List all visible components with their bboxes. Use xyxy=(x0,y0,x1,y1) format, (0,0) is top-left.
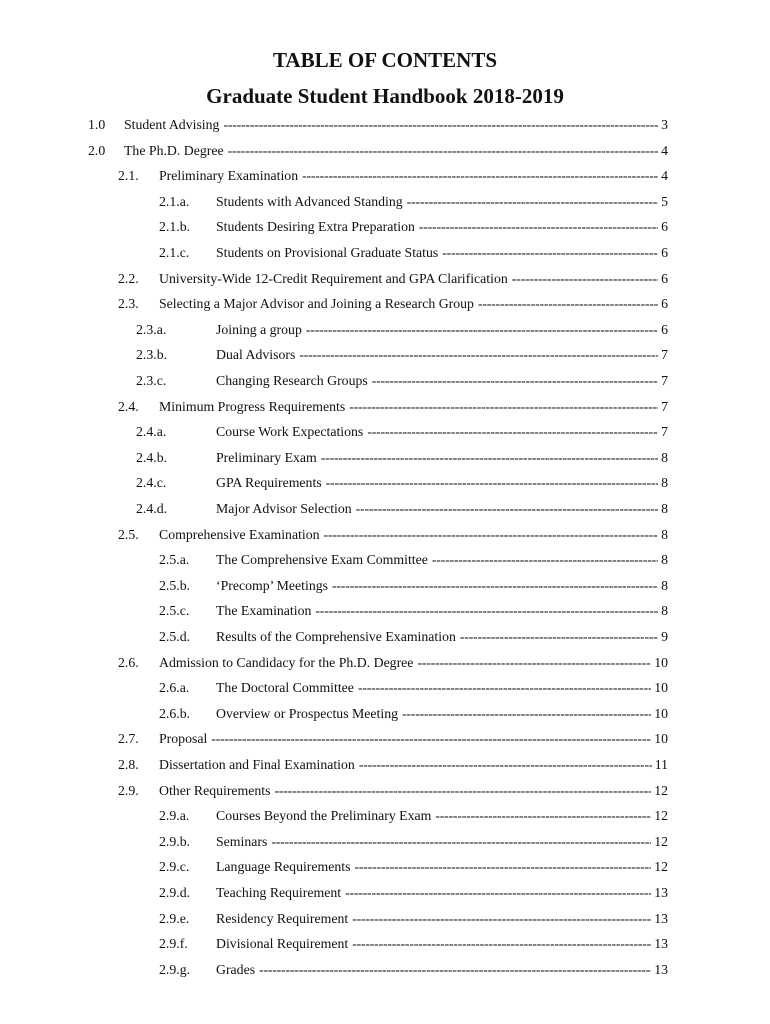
toc-entry-number: 2.2. xyxy=(118,270,139,286)
toc-entry[interactable] xyxy=(136,500,668,518)
toc-dot-leader xyxy=(228,142,658,160)
toc-entry-page: 10 xyxy=(654,731,668,747)
toc-entry[interactable] xyxy=(136,423,668,441)
toc-entry[interactable] xyxy=(118,782,668,800)
toc-dot-leader xyxy=(432,551,658,569)
toc-entry-page: 11 xyxy=(654,757,668,772)
toc-entry-page: 10 xyxy=(654,705,668,721)
toc-dot-leader xyxy=(271,833,651,851)
toc-entry-page: 8 xyxy=(661,552,668,568)
toc-entry-number: 2.9.c. xyxy=(159,859,190,875)
toc-entry-title: Course Work Expectations xyxy=(216,424,364,440)
toc-entry-number: 2.0 xyxy=(88,142,106,158)
toc-dot-leader xyxy=(352,910,651,928)
toc-entry[interactable] xyxy=(118,295,668,313)
toc-entry-title: Preliminary Exam xyxy=(216,449,317,465)
toc-entry-page: 8 xyxy=(661,501,668,516)
toc-entry-number: 2.9.d. xyxy=(159,885,191,900)
toc-entry-title: Joining a group xyxy=(216,321,302,337)
toc-entry[interactable] xyxy=(159,833,668,851)
toc-dot-leader xyxy=(259,961,651,979)
toc-entry-title: GPA Requirements xyxy=(216,475,322,491)
toc-entry[interactable] xyxy=(118,526,668,544)
toc-entry-title: Changing Research Groups xyxy=(216,373,368,388)
toc-entry-number: 2.4.a. xyxy=(136,424,167,440)
toc-entry[interactable] xyxy=(118,270,668,288)
toc-entry-page: 8 xyxy=(661,449,668,465)
toc-entry-number: 2.5.c. xyxy=(159,603,190,619)
toc-entry-page: 7 xyxy=(661,424,668,440)
toc-entry-number: 2.3. xyxy=(118,296,139,312)
page-title: TABLE OF CONTENTS xyxy=(272,48,498,72)
toc-entry-page: 6 xyxy=(661,219,668,235)
toc-entry-title: Selecting a Major Advisor and Joining a Research Group xyxy=(159,296,474,312)
toc-entry[interactable] xyxy=(159,218,668,236)
toc-entry-number: 2.3.b. xyxy=(136,347,168,363)
toc-dot-leader xyxy=(356,500,658,518)
toc-entry-page: 6 xyxy=(661,296,668,312)
toc-entry-page: 12 xyxy=(654,808,668,824)
toc-dot-leader xyxy=(324,526,659,544)
toc-entry-title: Language Requirements xyxy=(216,859,351,875)
toc-entry-page: 12 xyxy=(654,833,668,849)
toc-dot-leader xyxy=(435,807,651,825)
toc-entry-number: 2.9.f. xyxy=(159,936,188,952)
toc-dot-leader xyxy=(306,321,658,339)
toc-dot-leader xyxy=(349,398,658,416)
toc-entry-title: The Examination xyxy=(216,603,312,619)
toc-entry[interactable] xyxy=(159,551,668,569)
toc-entry-title: Student Advising xyxy=(124,117,220,132)
toc-entry[interactable] xyxy=(159,244,668,262)
toc-entry-page: 3 xyxy=(661,117,668,132)
toc-entry-number: 2.9.b. xyxy=(159,833,191,849)
toc-dot-leader xyxy=(315,602,658,620)
toc-entry-page: 7 xyxy=(661,373,668,388)
toc-entry-title: Dissertation and Final Examination xyxy=(159,757,355,772)
toc-entry-number: 2.5.a. xyxy=(159,552,190,568)
toc-entry[interactable] xyxy=(118,654,668,672)
toc-entry[interactable] xyxy=(136,346,668,364)
toc-dot-leader xyxy=(321,449,658,467)
toc-dot-leader xyxy=(419,218,658,236)
toc-dot-leader xyxy=(512,270,658,288)
toc-entry-title: Grades xyxy=(216,961,256,977)
toc-entry-title: Residency Requirement xyxy=(216,910,349,926)
toc-entry-page: 8 xyxy=(661,577,668,593)
toc-dot-leader xyxy=(326,474,658,492)
toc-entry-title: Results of the Comprehensive Examination xyxy=(216,629,456,644)
toc-dot-leader xyxy=(211,730,651,748)
toc-entry-page: 13 xyxy=(654,936,668,952)
toc-entry-number: 2.4.b. xyxy=(136,449,168,465)
toc-entry-page: 10 xyxy=(654,680,668,696)
toc-entry-title: Preliminary Examination xyxy=(159,168,299,184)
toc-entry-number: 2.4. xyxy=(118,398,139,414)
toc-entry-number: 2.9.g. xyxy=(159,961,191,977)
toc-entry-title: The Doctoral Committee xyxy=(216,680,354,696)
toc-entry-number: 2.1.b. xyxy=(159,219,191,235)
toc-entry[interactable] xyxy=(159,679,668,697)
toc-entry-number: 2.5. xyxy=(118,526,139,542)
toc-entry-number: 2.6.b. xyxy=(159,705,191,721)
toc-entry[interactable] xyxy=(159,602,668,620)
toc-dot-leader xyxy=(367,423,658,441)
toc-dot-leader xyxy=(407,193,658,211)
toc-dot-leader xyxy=(275,782,652,800)
toc-entry-title: Divisional Requirement xyxy=(216,936,349,952)
toc-entry-page: 8 xyxy=(661,475,668,491)
toc-entry-number: 2.1. xyxy=(118,168,139,184)
toc-dot-leader xyxy=(372,372,658,390)
toc-entry-page: 7 xyxy=(661,398,668,414)
toc-entry-number: 2.9. xyxy=(118,782,139,798)
toc-entry-number: 1.0 xyxy=(88,117,106,132)
toc-entry-title: Courses Beyond the Preliminary Exam xyxy=(216,808,432,824)
toc-entry[interactable] xyxy=(159,935,668,953)
toc-entry[interactable] xyxy=(159,961,668,979)
toc-entry-title: Students on Provisional Graduate Status xyxy=(216,245,439,260)
toc-entry-page: 7 xyxy=(661,347,668,363)
toc-entry[interactable] xyxy=(159,910,668,928)
toc-entry-page: 13 xyxy=(654,885,668,900)
toc-entry-page: 12 xyxy=(654,859,668,875)
toc-entry-number: 2.5.b. xyxy=(159,577,191,593)
toc-entry-page: 12 xyxy=(654,782,668,798)
toc-dot-leader xyxy=(442,244,658,262)
toc-entry-page: 10 xyxy=(654,654,668,670)
toc-entry-number: 2.6. xyxy=(118,654,139,670)
toc-entry-number: 2.6.a. xyxy=(159,680,190,696)
toc-dot-leader xyxy=(478,295,658,313)
toc-entry-number: 2.4.d. xyxy=(136,501,168,516)
toc-entry-page: 9 xyxy=(661,629,668,644)
toc-dot-leader xyxy=(417,654,651,672)
toc-entry[interactable] xyxy=(159,577,668,595)
toc-entry-title: Students Desiring Extra Preparation xyxy=(216,219,415,235)
toc-dot-leader xyxy=(358,679,651,697)
toc-entry[interactable] xyxy=(118,756,668,774)
toc-entry-page: 6 xyxy=(661,270,668,286)
toc-entry-number: 2.1.c. xyxy=(159,245,190,260)
toc-dot-leader xyxy=(359,756,652,774)
toc-dot-leader xyxy=(354,858,651,876)
toc-entry[interactable] xyxy=(118,730,668,748)
toc-entry-title: Students with Advanced Standing xyxy=(216,193,403,209)
toc-dot-leader xyxy=(299,346,658,364)
toc-entry[interactable] xyxy=(136,372,668,390)
toc-entry-number: 2.9.a. xyxy=(159,808,190,824)
toc-entry-title: Dual Advisors xyxy=(216,347,296,363)
toc-entry-title: Seminars xyxy=(216,833,268,849)
toc-entry-title: Overview or Prospectus Meeting xyxy=(216,705,399,721)
toc-entry[interactable] xyxy=(159,884,668,902)
toc-entry-number: 2.3.a. xyxy=(136,321,167,337)
page-subtitle: Graduate Student Handbook 2018-2019 xyxy=(206,84,564,108)
toc-entry-title: University-Wide 12-Credit Requirement and GPA Clarification xyxy=(159,270,508,286)
toc-dot-leader xyxy=(345,884,651,902)
toc-entry-title: The Ph.D. Degree xyxy=(124,142,224,158)
toc-entry-title: Major Advisor Selection xyxy=(216,501,352,516)
toc-entry-page: 4 xyxy=(661,142,668,158)
toc-entry-title: The Comprehensive Exam Committee xyxy=(216,552,428,568)
toc-dot-leader xyxy=(460,628,658,646)
toc-entry-title: Proposal xyxy=(159,731,208,747)
toc-entry-number: 2.5.d. xyxy=(159,629,191,644)
toc-entry-title: Comprehensive Examination xyxy=(159,526,320,542)
toc-entry-page: 13 xyxy=(654,961,668,977)
toc-dot-leader xyxy=(223,116,658,134)
toc-entry[interactable] xyxy=(159,705,668,723)
toc-entry[interactable] xyxy=(88,116,668,134)
toc-entry[interactable] xyxy=(118,167,668,185)
toc-entry[interactable] xyxy=(136,321,668,339)
toc-entry[interactable] xyxy=(159,193,668,211)
toc-dot-leader xyxy=(332,577,658,595)
toc-entry-page: 8 xyxy=(661,603,668,619)
toc-entry-title: Admission to Candidacy for the Ph.D. Degree xyxy=(159,654,414,670)
toc-entry[interactable] xyxy=(88,142,668,160)
toc-entry-number: 2.8. xyxy=(118,757,139,772)
toc-entry-title: ‘Precomp’ Meetings xyxy=(216,577,329,593)
toc-entry-title: Minimum Progress Requirements xyxy=(159,398,346,414)
toc-entry-title: Teaching Requirement xyxy=(216,885,342,900)
toc-dot-leader xyxy=(402,705,651,723)
toc-entry-number: 2.9.e. xyxy=(159,910,190,926)
toc-entry-number: 2.3.c. xyxy=(136,373,167,388)
toc-entry[interactable] xyxy=(136,449,668,467)
toc-entry-number: 2.1.a. xyxy=(159,193,190,209)
toc-entry-page: 4 xyxy=(661,168,668,184)
toc-entry-page: 13 xyxy=(654,910,668,926)
toc-entry[interactable] xyxy=(159,858,668,876)
toc-entry-title: Other Requirements xyxy=(159,782,271,798)
toc-entry-page: 6 xyxy=(661,245,668,260)
toc-entry[interactable] xyxy=(159,807,668,825)
toc-entry[interactable] xyxy=(136,474,668,492)
toc-dot-leader xyxy=(352,935,651,953)
toc-entry[interactable] xyxy=(159,628,668,646)
toc-entry-page: 8 xyxy=(661,526,668,542)
toc-entry-number: 2.7. xyxy=(118,731,139,747)
toc-entry[interactable] xyxy=(118,398,668,416)
toc-dot-leader xyxy=(302,167,658,185)
toc-entry-page: 5 xyxy=(661,193,668,209)
toc-entry-page: 6 xyxy=(661,321,668,337)
toc-entry-number: 2.4.c. xyxy=(136,475,167,491)
